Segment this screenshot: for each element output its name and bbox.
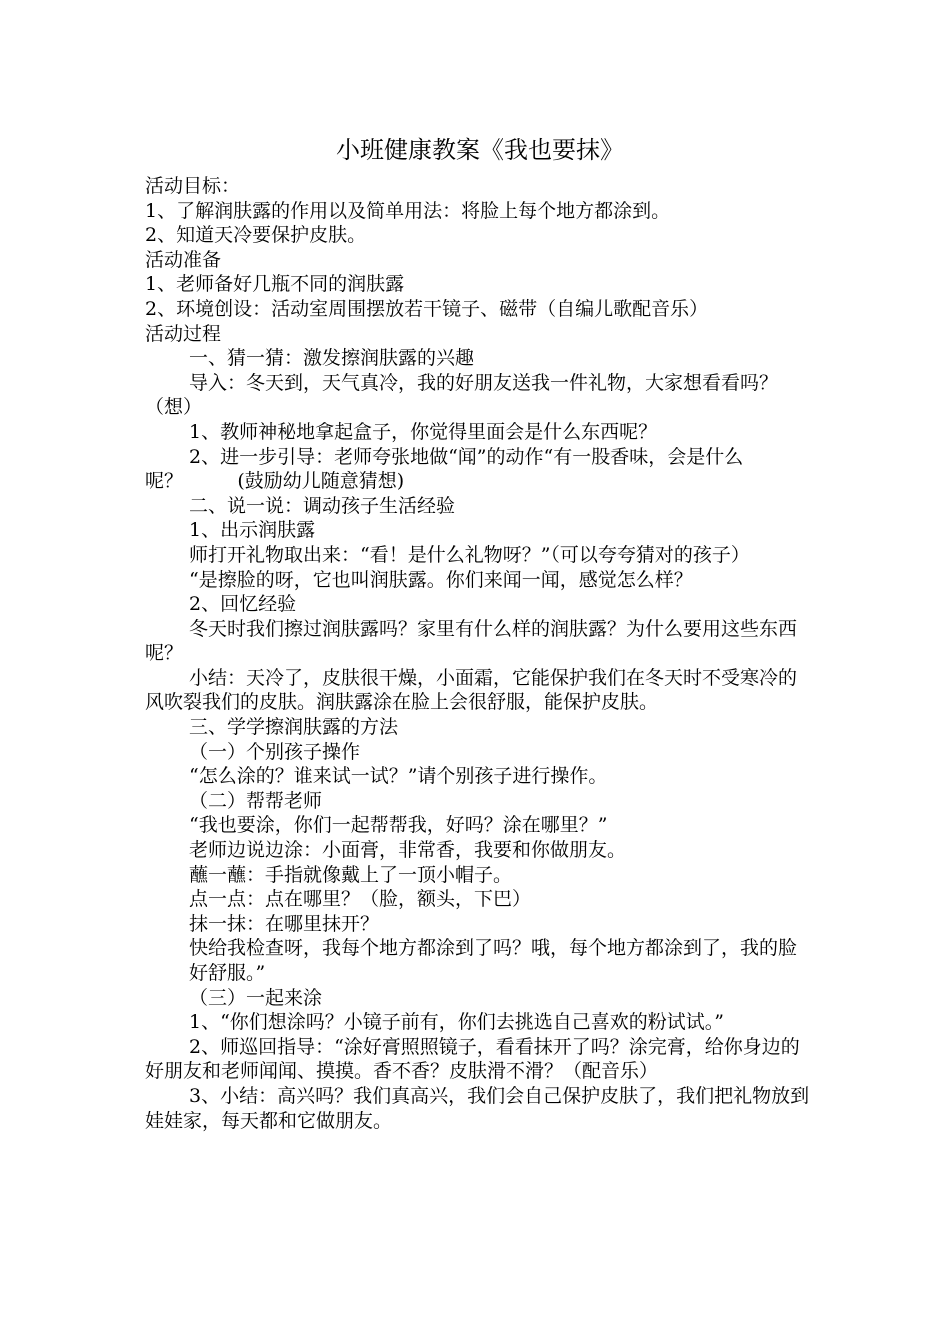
document-paragraph: （二）帮帮老师	[189, 789, 323, 812]
document-paragraph: 2、师巡回指导：“涂好膏照照镜子，看看抹开了吗？涂完膏，给你身边的好朋友和老师闻闻、摸摸。香不香？皮肤滑不滑？（配音乐）	[145, 1035, 800, 1083]
document-paragraph: 蘸一蘸：手指就像戴上了一顶小帽子。	[189, 863, 513, 886]
document-paragraph: 小结：天冷了，皮肤很干燥，小面霜，它能保护我们在冬天时不受寒冷的风吹裂我们的皮肤。润肤露涂在脸上会很舒服，能保护皮肤。	[145, 666, 798, 714]
document-paragraph: 活动目标：	[145, 175, 241, 197]
document-paragraph: 冬天时我们擦过润肤露吗？家里有什么样的润肤露？为什么要用这些东西呢？	[145, 617, 798, 665]
document-paragraph: 2、环境创设：活动室周围摆放若干镜子、磁带（自编儿歌配音乐）	[145, 297, 709, 320]
document-paragraph: 3、小结：高兴吗？我们真高兴，我们会自己保护皮肤了，我们把礼物放到娃娃家，每天都和它做朋友。	[145, 1084, 810, 1132]
document-paragraph: 1、教师神秘地拿起盒子，你觉得里面会是什么东西呢？	[189, 420, 658, 443]
document-paragraph: “是擦脸的呀，它也叫润肤露。你们来闻一闻，感觉怎么样？	[189, 568, 693, 591]
document-paragraph: 二、说一说：调动孩子生活经验	[189, 494, 456, 517]
document-paragraph: 老师边说边涂：小面膏，非常香，我要和你做朋友。	[189, 839, 627, 862]
document-paragraph: 1、出示润肤露	[189, 519, 316, 542]
document-paragraph: 2、回忆经验	[189, 593, 297, 616]
document-page	[145, 130, 815, 1133]
document-paragraph: “我也要涂，你们一起帮帮我，好吗？涂在哪里？”	[189, 814, 608, 837]
document-paragraph: 快给我检查呀，我每个地方都涂到了吗？哦，每个地方都涂到了，我的脸好舒服。”	[189, 937, 798, 984]
document-paragraph: 活动过程	[145, 322, 222, 345]
document-paragraph: （三）一起来涂	[189, 986, 323, 1009]
document-paragraph: 1、“你们想涂吗？小镜子前有，你们去挑选自己喜欢的粉试试。”	[189, 1011, 725, 1034]
document-body	[145, 174, 815, 1133]
document-paragraph: 1、老师备好几瓶不同的润肤露	[145, 273, 405, 296]
document-title: 小班健康教案《我也要抹》	[336, 136, 624, 164]
document-paragraph: 点一点：点在哪里？（脸，额头，下巴）	[189, 888, 532, 911]
document-paragraph: “怎么涂的？谁来试一试？”请个别孩子进行操作。	[189, 765, 608, 788]
document-paragraph: 一、猜一猜：激发擦润肤露的兴趣	[189, 347, 475, 370]
document-paragraph: 2、知道天冷要保护皮肤。	[145, 224, 367, 247]
document-paragraph: 导入：冬天到，天气真冷，我的好朋友送我一件礼物，大家想看看吗？（想）	[145, 371, 779, 419]
document-paragraph: 抹一抹：在哪里抹开？	[189, 912, 380, 935]
document-paragraph: 三、学学擦润肤露的方法	[189, 716, 399, 739]
document-paragraph: （一）个别孩子操作	[189, 740, 361, 763]
document-paragraph: 2、进一步引导：老师夸张地做“闻”的动作“有一股香味，会是什么呢？ (鼓励幼儿随意猜想)	[145, 445, 744, 493]
document-paragraph: 1、了解润肤露的作用以及简单用法：将脸上每个地方都涂到。	[145, 199, 671, 222]
document-paragraph: 师打开礼物取出来：“看！是什么礼物呀？”（可以夸夸猜对的孩子）	[189, 543, 750, 566]
document-paragraph: 活动准备	[145, 248, 222, 271]
